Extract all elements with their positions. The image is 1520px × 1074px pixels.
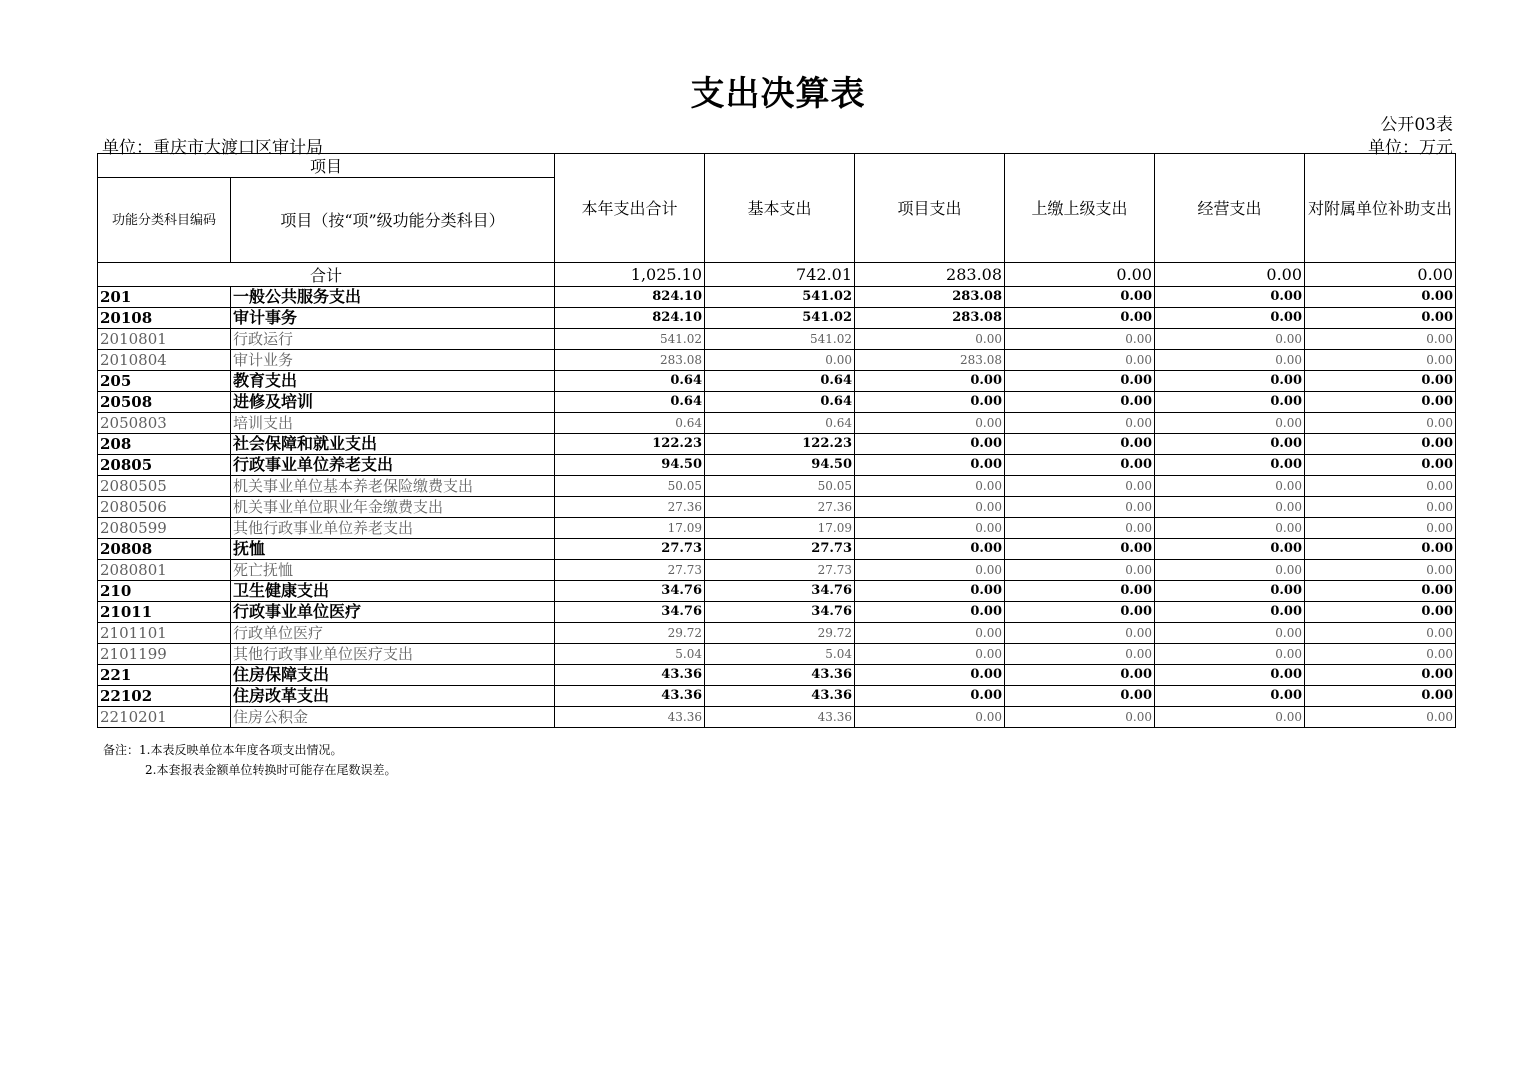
row-value: 283.08 (855, 287, 1005, 308)
row-code: 20808 (98, 539, 231, 560)
total-cell: 0.00 (1305, 263, 1456, 287)
row-value: 0.00 (855, 686, 1005, 707)
row-value: 0.00 (1005, 434, 1155, 455)
reporting-unit: 单位：重庆市大渡口区审计局 (102, 138, 323, 158)
row-value: 0.00 (1005, 455, 1155, 476)
row-value: 0.00 (1155, 371, 1305, 392)
row-value: 94.50 (555, 455, 705, 476)
expenditure-table (97, 153, 1456, 728)
table-row (98, 329, 1456, 350)
row-value: 122.23 (705, 434, 855, 455)
row-value: 0.00 (855, 623, 1005, 644)
currency-unit: 单位：万元 (1368, 138, 1453, 158)
row-name: 一般公共服务支出 (231, 287, 555, 308)
table-row (98, 350, 1456, 371)
row-value: 34.76 (705, 581, 855, 602)
row-code: 210 (98, 581, 231, 602)
row-value: 0.00 (1005, 623, 1155, 644)
total-cell: 0.00 (1005, 263, 1155, 287)
row-value: 0.00 (1155, 539, 1305, 560)
row-code: 2101199 (98, 644, 231, 665)
table-row (98, 602, 1456, 623)
row-value: 0.00 (1155, 560, 1305, 581)
table-row (98, 707, 1456, 728)
row-value: 0.00 (1305, 392, 1456, 413)
row-value: 0.00 (1305, 476, 1456, 497)
row-value: 0.64 (555, 413, 705, 434)
row-value: 0.00 (1155, 497, 1305, 518)
row-code: 2210201 (98, 707, 231, 728)
row-code: 2050803 (98, 413, 231, 434)
row-value: 0.00 (1305, 602, 1456, 623)
row-value: 94.50 (705, 455, 855, 476)
row-value: 0.00 (1305, 308, 1456, 329)
row-code: 22102 (98, 686, 231, 707)
row-value: 0.00 (1005, 518, 1155, 539)
row-value: 0.00 (855, 413, 1005, 434)
row-code: 2010801 (98, 329, 231, 350)
row-value: 0.00 (1155, 329, 1305, 350)
row-value: 0.00 (855, 434, 1005, 455)
row-value: 0.00 (855, 518, 1005, 539)
row-value: 0.00 (855, 539, 1005, 560)
table-row (98, 581, 1456, 602)
table-row (98, 644, 1456, 665)
row-code: 2080505 (98, 476, 231, 497)
row-value: 43.36 (705, 707, 855, 728)
table-row (98, 476, 1456, 497)
row-value: 0.00 (1155, 476, 1305, 497)
row-name: 其他行政事业单位医疗支出 (231, 644, 555, 665)
row-value: 0.00 (1305, 623, 1456, 644)
row-name: 机关事业单位基本养老保险缴费支出 (231, 476, 555, 497)
row-value: 0.00 (1155, 308, 1305, 329)
row-name: 行政事业单位养老支出 (231, 455, 555, 476)
note-1: 备注：1.本表反映单位本年度各项支出情况。 (103, 743, 343, 757)
row-value: 0.00 (1305, 518, 1456, 539)
row-value: 0.00 (1305, 539, 1456, 560)
row-value: 0.00 (1305, 287, 1456, 308)
row-code: 20805 (98, 455, 231, 476)
header-basic: 基本支出 (705, 154, 855, 263)
row-code: 208 (98, 434, 231, 455)
row-value: 824.10 (555, 287, 705, 308)
row-value: 0.00 (1005, 413, 1155, 434)
row-value: 0.00 (1155, 455, 1305, 476)
row-value: 0.00 (1305, 413, 1456, 434)
row-value: 0.64 (705, 413, 855, 434)
header-subsidy: 对附属单位补助支出 (1305, 154, 1456, 263)
row-value: 0.00 (855, 329, 1005, 350)
header-upper: 上缴上级支出 (1005, 154, 1155, 263)
row-name: 住房改革支出 (231, 686, 555, 707)
row-value: 17.09 (555, 518, 705, 539)
header-item: 项目 (98, 154, 555, 178)
row-name: 社会保障和就业支出 (231, 434, 555, 455)
row-value: 0.00 (1005, 308, 1155, 329)
row-value: 0.00 (1305, 686, 1456, 707)
header-code: 功能分类科目编码 (98, 178, 231, 263)
row-value: 283.08 (855, 308, 1005, 329)
row-value: 17.09 (705, 518, 855, 539)
row-value: 0.64 (705, 392, 855, 413)
row-value: 27.73 (705, 539, 855, 560)
header-name: 项目（按“项”级功能分类科目） (231, 178, 555, 263)
row-value: 29.72 (705, 623, 855, 644)
header-total: 本年支出合计 (555, 154, 705, 263)
row-value: 29.72 (555, 623, 705, 644)
row-value: 0.00 (1005, 707, 1155, 728)
row-value: 5.04 (555, 644, 705, 665)
row-name: 行政运行 (231, 329, 555, 350)
row-value: 43.36 (705, 665, 855, 686)
row-value: 0.00 (1005, 665, 1155, 686)
row-value: 0.00 (1305, 644, 1456, 665)
row-value: 27.36 (555, 497, 705, 518)
row-value: 0.00 (1155, 665, 1305, 686)
row-value: 0.00 (855, 707, 1005, 728)
row-value: 50.05 (555, 476, 705, 497)
row-value: 0.00 (1305, 560, 1456, 581)
row-value: 43.36 (705, 686, 855, 707)
row-value: 0.00 (855, 581, 1005, 602)
row-value: 34.76 (555, 581, 705, 602)
row-value: 50.05 (705, 476, 855, 497)
row-code: 2080801 (98, 560, 231, 581)
row-value: 0.00 (1305, 581, 1456, 602)
total-cell: 283.08 (855, 263, 1005, 287)
row-code: 201 (98, 287, 231, 308)
page-title: 支出决算表 (690, 74, 866, 114)
total-cell: 742.01 (705, 263, 855, 287)
row-value: 0.00 (855, 371, 1005, 392)
table-row (98, 518, 1456, 539)
total-cell: 0.00 (1155, 263, 1305, 287)
row-value: 0.00 (855, 392, 1005, 413)
row-value: 27.73 (555, 539, 705, 560)
table-row (98, 392, 1456, 413)
header-project: 项目支出 (855, 154, 1005, 263)
table-row (98, 686, 1456, 707)
row-value: 0.00 (1305, 371, 1456, 392)
row-value: 0.00 (705, 350, 855, 371)
row-value: 0.00 (1305, 350, 1456, 371)
row-name: 培训支出 (231, 413, 555, 434)
row-value: 0.00 (1005, 329, 1155, 350)
row-value: 0.00 (1305, 497, 1456, 518)
row-value: 27.36 (705, 497, 855, 518)
row-value: 34.76 (705, 602, 855, 623)
row-name: 卫生健康支出 (231, 581, 555, 602)
row-value: 0.00 (1005, 560, 1155, 581)
row-value: 0.00 (1155, 644, 1305, 665)
header-business: 经营支出 (1155, 154, 1305, 263)
row-value: 0.00 (1305, 329, 1456, 350)
row-value: 43.36 (555, 707, 705, 728)
row-value: 0.00 (1305, 434, 1456, 455)
total-cell: 1,025.10 (555, 263, 705, 287)
row-value: 0.00 (855, 455, 1005, 476)
row-name: 其他行政事业单位养老支出 (231, 518, 555, 539)
row-value: 0.64 (555, 392, 705, 413)
row-name: 审计业务 (231, 350, 555, 371)
row-value: 541.02 (555, 329, 705, 350)
row-name: 行政事业单位医疗 (231, 602, 555, 623)
row-value: 0.00 (1155, 686, 1305, 707)
row-value: 0.00 (855, 602, 1005, 623)
row-value: 5.04 (705, 644, 855, 665)
row-name: 死亡抚恤 (231, 560, 555, 581)
table-row (98, 371, 1456, 392)
row-value: 0.00 (1305, 665, 1456, 686)
row-value: 0.00 (1155, 434, 1305, 455)
row-value: 0.00 (1155, 413, 1305, 434)
row-value: 541.02 (705, 287, 855, 308)
row-code: 21011 (98, 602, 231, 623)
table-row (98, 539, 1456, 560)
row-value: 0.00 (1155, 581, 1305, 602)
row-value: 0.00 (1005, 602, 1155, 623)
row-code: 205 (98, 371, 231, 392)
table-row (98, 455, 1456, 476)
row-value: 34.76 (555, 602, 705, 623)
row-value: 0.00 (1005, 350, 1155, 371)
row-value: 0.00 (1305, 707, 1456, 728)
row-value: 0.00 (1005, 497, 1155, 518)
row-name: 教育支出 (231, 371, 555, 392)
row-value: 0.00 (855, 560, 1005, 581)
row-name: 行政单位医疗 (231, 623, 555, 644)
table-row (98, 560, 1456, 581)
row-value: 0.00 (1005, 644, 1155, 665)
row-value: 0.00 (1005, 539, 1155, 560)
table-row (98, 434, 1456, 455)
total-row (98, 263, 1456, 287)
row-value: 0.00 (1005, 392, 1155, 413)
row-value: 283.08 (555, 350, 705, 371)
row-value: 0.00 (1155, 623, 1305, 644)
row-value: 0.00 (855, 665, 1005, 686)
row-value: 0.00 (1005, 371, 1155, 392)
row-value: 541.02 (705, 308, 855, 329)
table-row (98, 497, 1456, 518)
table-row (98, 287, 1456, 308)
row-value: 0.00 (855, 476, 1005, 497)
notes (103, 740, 396, 780)
row-value: 0.00 (1155, 392, 1305, 413)
row-code: 2080506 (98, 497, 231, 518)
row-value: 0.00 (1305, 455, 1456, 476)
row-value: 43.36 (555, 686, 705, 707)
table-row (98, 308, 1456, 329)
row-code: 2101101 (98, 623, 231, 644)
table-row (98, 665, 1456, 686)
note-2: 2.本套报表金额单位转换时可能存在尾数误差。 (145, 763, 397, 777)
table-row (98, 623, 1456, 644)
row-value: 0.00 (1005, 287, 1155, 308)
row-value: 43.36 (555, 665, 705, 686)
table-row (98, 413, 1456, 434)
row-code: 2010804 (98, 350, 231, 371)
row-value: 0.00 (1155, 287, 1305, 308)
row-value: 0.00 (1005, 476, 1155, 497)
row-value: 27.73 (555, 560, 705, 581)
row-value: 0.00 (855, 497, 1005, 518)
row-name: 审计事务 (231, 308, 555, 329)
row-value: 824.10 (555, 308, 705, 329)
row-value: 0.00 (855, 644, 1005, 665)
row-value: 0.00 (1155, 602, 1305, 623)
row-value: 0.00 (1005, 686, 1155, 707)
row-name: 进修及培训 (231, 392, 555, 413)
row-value: 0.00 (1155, 707, 1305, 728)
row-code: 2080599 (98, 518, 231, 539)
row-value: 27.73 (705, 560, 855, 581)
row-value: 283.08 (855, 350, 1005, 371)
row-value: 0.00 (1155, 518, 1305, 539)
row-value: 122.23 (555, 434, 705, 455)
row-name: 抚恤 (231, 539, 555, 560)
row-code: 20108 (98, 308, 231, 329)
row-code: 221 (98, 665, 231, 686)
row-value: 0.64 (705, 371, 855, 392)
row-name: 住房公积金 (231, 707, 555, 728)
row-value: 0.00 (1005, 581, 1155, 602)
row-value: 0.00 (1155, 350, 1305, 371)
row-code: 20508 (98, 392, 231, 413)
row-value: 0.64 (555, 371, 705, 392)
total-label: 合计 (98, 263, 555, 287)
row-name: 住房保障支出 (231, 665, 555, 686)
row-name: 机关事业单位职业年金缴费支出 (231, 497, 555, 518)
row-value: 541.02 (705, 329, 855, 350)
table-number: 公开03表 (1380, 115, 1453, 135)
